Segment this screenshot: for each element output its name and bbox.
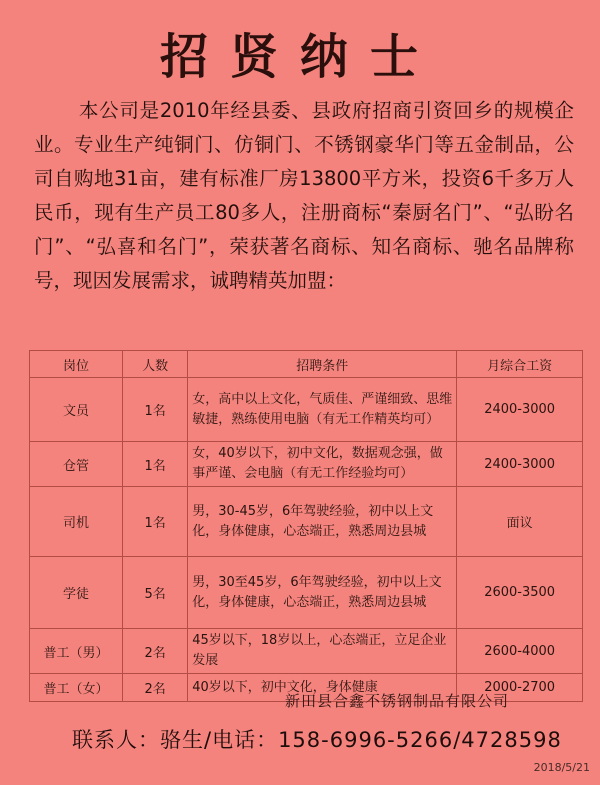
cell-salary: 2600-4000 (457, 629, 583, 674)
cell-position: 学徒 (30, 557, 123, 629)
cell-position: 文员 (30, 378, 123, 442)
cell-requirements: 男，30至45岁，6年驾驶经验，初中以上文化，身体健康，心态端正，熟悉周边县城 (188, 557, 457, 629)
cell-count: 1名 (123, 442, 188, 487)
table-row (30, 442, 583, 487)
company-name: 新田县合鑫不锈钢制品有限公司 (285, 692, 510, 710)
table-row (30, 378, 583, 442)
header-salary: 月综合工资 (457, 351, 583, 378)
contact-line: 联系人：骆生/电话：158-6996-5266/4728598 (72, 728, 562, 752)
cell-salary: 2400-3000 (457, 378, 583, 442)
table-row (30, 629, 583, 674)
header-requirements: 招聘条件 (188, 351, 457, 378)
header-position: 岗位 (30, 351, 123, 378)
cell-position: 司机 (30, 487, 123, 557)
cell-count: 1名 (123, 378, 188, 442)
intro-paragraph: 本公司是2010年经县委、县政府招商引资回乡的规模企业。专业生产纯铜门、仿铜门、不锈钢豪华门等五金制品，公司自购地31亩，建有标准厂房13800平方米，投资6千多万人民币，现有生产员工80多人，注册商标“秦厨名门”、“弘盼名门”、“弘喜和名门”，荣获著名商标、知名商标、驰名品牌称号，现因发展需求，诚聘精英加盟： (34, 99, 574, 292)
cell-requirements: 女，40岁以下，初中文化，数据观念强，做事严谨、会电脑（有无工作经验均可） (188, 442, 457, 487)
table-header-row (30, 351, 583, 378)
photo-date-stamp: 2018/5/21 (533, 761, 590, 774)
cell-requirements: 45岁以下，18岁以上，心态端正，立足企业发展 (188, 629, 457, 674)
cell-position: 普工（男） (30, 629, 123, 674)
cell-requirements: 女，高中以上文化，气质佳、严谨细致、思维敏捷，熟练使用电脑（有无工作精英均可） (188, 378, 457, 442)
cell-position: 仓管 (30, 442, 123, 487)
cell-salary: 2600-3500 (457, 557, 583, 629)
cell-requirements: 男，30-45岁，6年驾驶经验，初中以上文化，身体健康，心态端正，熟悉周边县城 (188, 487, 457, 557)
cell-salary: 2400-3000 (457, 442, 583, 487)
table-row (30, 557, 583, 629)
cell-requirements: 40岁以下，初中文化，身体健康 (188, 674, 457, 702)
cell-position: 普工（女） (30, 674, 123, 702)
cell-salary: 2000-2700 (457, 674, 583, 702)
cell-count: 1名 (123, 487, 188, 557)
cell-count: 2名 (123, 674, 188, 702)
header-count: 人数 (123, 351, 188, 378)
cell-count: 5名 (123, 557, 188, 629)
recruitment-table (29, 350, 583, 702)
cell-count: 2名 (123, 629, 188, 674)
poster-title: 招贤纳士 (159, 29, 440, 85)
table-row (30, 487, 583, 557)
cell-salary: 面议 (457, 487, 583, 557)
